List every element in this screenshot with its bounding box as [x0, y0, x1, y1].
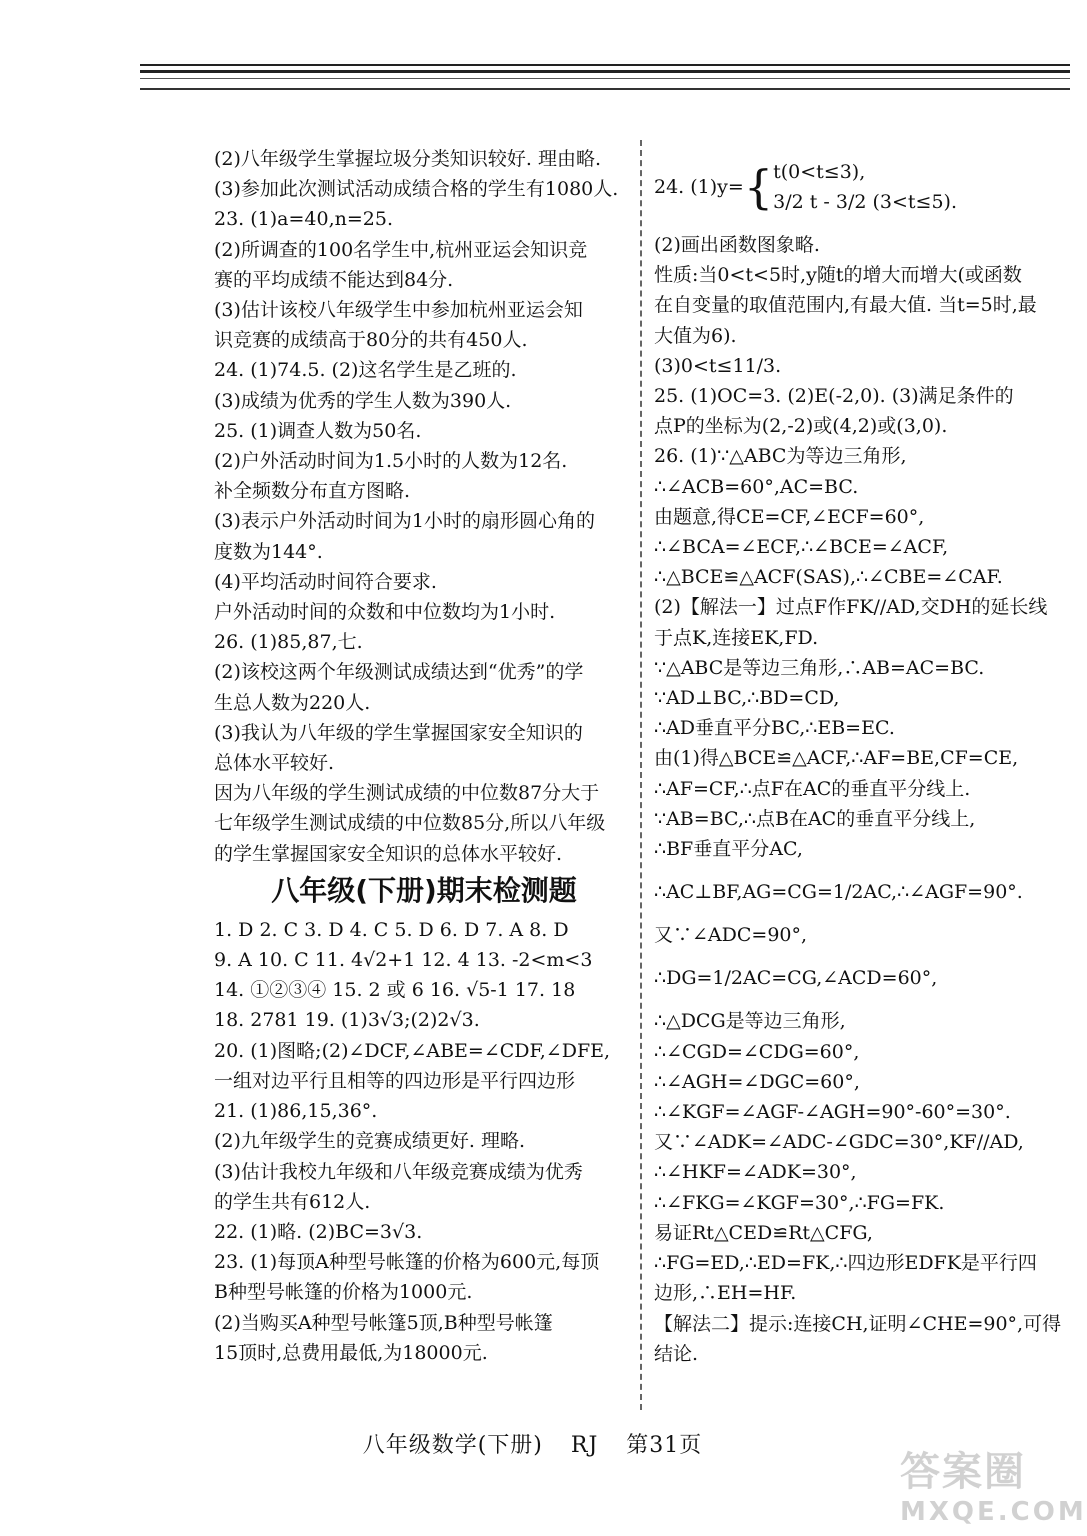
answer-line: (3)估计该校八年级学生中参加杭州亚运会知	[214, 299, 583, 322]
answer-line: (2)九年级学生的竞赛成绩更好. 理略.	[214, 1130, 526, 1153]
answer-line: 因为八年级的学生测试成绩的中位数87分大于	[214, 782, 600, 805]
answer-line: 由(1)得△BCE≌△ACF,∴AF=BE,CF=CE,	[654, 747, 1019, 770]
answer-line: 14. ①②③④ 15. 2 或 6 16. √5-1 17. 18	[214, 979, 576, 1002]
answer-line: ∵AD⊥BC,∴BD=CD,	[654, 687, 840, 710]
answer-line: 又∵∠ADC=90°,	[654, 924, 808, 947]
answer-line: 15顶时,总费用最低,为18000元.	[214, 1341, 488, 1364]
answer-line: 大值为6).	[654, 324, 737, 347]
answer-line: 23. (1)每顶A种型号帐篷的价格为600元,每顶	[214, 1251, 600, 1274]
header-rule	[140, 70, 1070, 73]
answer-line: ∴BF垂直平分AC,	[654, 838, 803, 861]
answer-line: 24. (1)74.5. (2)这名学生是乙班的.	[214, 359, 517, 382]
answer-line: 9. A 10. C 11. 4√2+1 12. 4 13. -2<m<3	[214, 949, 593, 972]
answer-line: 1. D 2. C 3. D 4. C 5. D 6. D 7. A 8. D	[214, 918, 569, 941]
answer-line: (3)0<t≤11/3.	[654, 354, 782, 377]
left-answers	[214, 144, 634, 869]
header-rule	[140, 88, 1070, 90]
header-rule	[140, 64, 1070, 66]
answer-line: ∴AF=CF,∴点F在AC的垂直平分线上.	[654, 777, 971, 800]
answer-line: ∴FG=ED,∴ED=FK,∴四边形EDFK是平行四	[654, 1252, 1037, 1275]
answer-line: ∴AC⊥BF,AG=CG=1/2AC,∴∠AGF=90°.	[654, 881, 1023, 904]
answer-line: 性质:当0<t<5时,y随t的增大而增大(或函数	[654, 264, 1022, 287]
answer-line: ∴△BCE≌△ACF(SAS),∴∠CBE=∠CAF.	[654, 566, 1003, 589]
answer-line: 的学生掌握国家安全知识的总体水平较好.	[214, 842, 563, 865]
answer-line: 又∵∠ADK=∠ADC-∠GDC=30°,KF//AD,	[654, 1131, 1024, 1154]
watermark-logo	[900, 1440, 1087, 1527]
answer-line: ∴△DCG是等边三角形,	[654, 1010, 846, 1033]
answer-line: 18. 2781 19. (1)3√3;(2)2√3.	[214, 1009, 480, 1032]
answer-line: 赛的平均成绩不能达到84分.	[214, 268, 454, 291]
answer-line: (3)估计我校九年级和八年级竞赛成绩为优秀	[214, 1160, 583, 1183]
footer-subject: 八年级数学(下册)	[362, 1433, 543, 1458]
answer-line: 26. (1)85,87,七.	[214, 631, 363, 654]
answer-line: ∴∠KGF=∠AGF-∠AGH=90°-60°=30°.	[654, 1101, 1011, 1124]
answer-line: 边形,∴EH=HF.	[654, 1282, 797, 1305]
header-rule	[140, 78, 1070, 79]
answer-line: 23. (1)a=40,n=25.	[214, 208, 394, 231]
answer-line: 识竞赛的成绩高于80分的共有450人.	[214, 329, 528, 352]
answer-line: 总体水平较好.	[214, 752, 335, 775]
answer-line: ∴∠HKF=∠ADK=30°,	[654, 1161, 857, 1184]
piecewise-case-2: 3/2 t - 3/2 (3<t≤5).	[773, 191, 957, 213]
column-divider	[640, 140, 642, 1410]
answer-line: 度数为144°.	[214, 540, 323, 563]
answer-line: 补全频数分布直方图略.	[214, 480, 411, 503]
right-answers	[654, 230, 1065, 864]
right-column	[654, 144, 1065, 1369]
answer-line: 户外活动时间的众数和中位数均为1小时.	[214, 601, 556, 624]
answer-line: (2)该校这两个年级测试成绩达到“优秀”的学	[214, 661, 584, 684]
answer-line: (2)户外活动时间为1.5小时的人数为12名.	[214, 450, 568, 473]
answer-line: (2)当购买A种型号帐篷5顶,B种型号帐篷	[214, 1311, 553, 1334]
piecewise-function	[654, 144, 1065, 230]
answer-line: ∴∠ACB=60°,AC=BC.	[654, 475, 859, 498]
answer-line: (3)表示户外活动时间为1小时的扇形圆心角的	[214, 510, 596, 533]
brace-symbol: {	[743, 160, 774, 214]
answer-line: 点P的坐标为(2,-2)或(4,2)或(3,0).	[654, 415, 948, 438]
watermark-bottom: MXQE.COM	[900, 1497, 1087, 1527]
answer-line: 易证Rt△CED≌Rt△CFG,	[654, 1221, 873, 1244]
left-answers-exam	[214, 915, 634, 1368]
answer-line: 25. (1)调查人数为50名.	[214, 419, 422, 442]
footer-page-number: 第31页	[626, 1433, 703, 1458]
answer-line: (2)所调查的100名学生中,杭州亚运会知识竞	[214, 238, 588, 261]
answer-line: ∵AB=BC,∴点B在AC的垂直平分线上,	[654, 807, 976, 830]
answer-line: 结论.	[654, 1342, 699, 1365]
piecewise-case-1: t(0<t≤3),	[773, 161, 866, 183]
answer-line: 由题意,得CE=CF,∠ECF=60°,	[654, 505, 925, 528]
answer-line: ∴∠BCA=∠ECF,∴∠BCE=∠ACF,	[654, 536, 949, 559]
answer-line: ∴AD垂直平分BC,∴EB=EC.	[654, 717, 895, 740]
piecewise-prefix: 24. (1)y=	[654, 176, 744, 198]
answer-line: (4)平均活动时间符合要求.	[214, 570, 437, 593]
right-answers-end	[654, 1006, 1065, 1368]
answer-line: 20. (1)图略;(2)∠DCF,∠ABE=∠CDF,∠DFE,	[214, 1039, 611, 1062]
answer-line: 的学生共有612人.	[214, 1190, 371, 1213]
answer-line: ∵△ABC是等边三角形,∴AB=AC=BC.	[654, 656, 985, 679]
answer-line: 26. (1)∵△ABC为等边三角形,	[654, 445, 907, 468]
right-answers-mid	[654, 920, 1065, 950]
answer-line: 21. (1)86,15,36°.	[214, 1100, 378, 1123]
answer-line: (3)成绩为优秀的学生人数为390人.	[214, 389, 512, 412]
answer-line: ∴∠FKG=∠KGF=30°,∴FG=FK.	[654, 1191, 945, 1214]
answer-line: (3)参加此次测试活动成绩合格的学生有1080人.	[214, 178, 619, 201]
answer-line: 于点K,连接EK,FD.	[654, 626, 819, 649]
watermark-top: 答案圈	[900, 1449, 1026, 1495]
answer-line: 七年级学生测试成绩的中位数85分,所以八年级	[214, 812, 606, 835]
answer-line: 【解法二】提示:连接CH,证明∠CHE=90°,可得	[654, 1312, 1062, 1335]
answer-line: (2)【解法一】过点F作FK//AD,交DH的延长线	[654, 596, 1048, 619]
answer-line: ∴∠AGH=∠DGC=60°,	[654, 1070, 860, 1093]
answer-line: B种型号帐篷的价格为1000元.	[214, 1281, 473, 1304]
answer-line: (3)我认为八年级的学生掌握国家安全知识的	[214, 721, 583, 744]
answer-line: (2)画出函数图象略.	[654, 234, 820, 256]
answer-line: 25. (1)OC=3. (2)E(-2,0). (3)满足条件的	[654, 385, 1014, 408]
answer-line: 生总人数为220人.	[214, 691, 371, 714]
answer-line: (2)八年级学生掌握垃圾分类知识较好. 理由略.	[214, 148, 602, 170]
piecewise-cases	[773, 157, 957, 217]
answer-line: 在自变量的取值范围内,有最大值. 当t=5时,最	[654, 294, 1037, 317]
answer-line: 一组对边平行且相等的四边形是平行四边形	[214, 1069, 576, 1092]
answer-line: ∴∠CGD=∠CDG=60°,	[654, 1040, 860, 1063]
left-column	[214, 144, 634, 1368]
footer-edition: RJ	[570, 1433, 599, 1458]
answer-line: ∴DG=1/2AC=CG,∠ACD=60°,	[654, 967, 938, 990]
section-title: 八年级(下册)期末检测题	[271, 873, 577, 907]
answer-line: 22. (1)略. (2)BC=3√3.	[214, 1220, 423, 1243]
